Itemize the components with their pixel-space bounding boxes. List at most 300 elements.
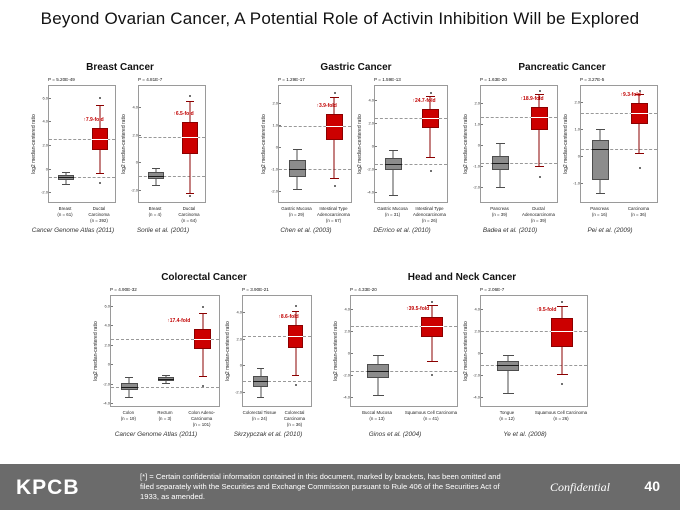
median-line <box>385 164 402 165</box>
x-tick-count: (n = 64) <box>181 218 197 223</box>
whisker-cap <box>503 393 514 394</box>
source-citation: Pei et al. (2009) <box>587 227 633 234</box>
box-plot-box <box>367 296 389 408</box>
whisker-cap <box>373 395 384 396</box>
y-tick-label: -4.0 <box>367 189 374 195</box>
whisker-cap <box>427 361 438 362</box>
y-tick-label: -2.0 <box>473 184 480 190</box>
y-tick-mark <box>243 312 245 313</box>
plot-area <box>367 85 448 203</box>
whisker-cap <box>330 178 338 179</box>
median-line <box>288 336 304 337</box>
x-axis-labels <box>374 206 448 224</box>
outlier-point <box>561 301 563 303</box>
y-tick-label: 4.0 <box>104 322 110 328</box>
y-tick-label: 1.0 <box>272 122 278 128</box>
whisker-cap <box>557 374 568 375</box>
box-iqr <box>531 107 549 130</box>
median-line <box>631 113 649 114</box>
median-line <box>326 126 343 127</box>
x-tick-label: Gastric Mucosa <box>281 206 312 211</box>
outlier-point <box>430 92 432 94</box>
p-value-label: P = 2.06E-7 <box>480 287 505 292</box>
y-tick-mark <box>481 187 483 188</box>
box-plot <box>90 287 222 443</box>
slide-footer <box>0 464 680 510</box>
box-plot <box>460 287 590 443</box>
y-tick-label: -1.0 <box>573 180 580 186</box>
whisker-line <box>539 94 540 166</box>
whisker-cap <box>389 195 397 196</box>
y-tick-mark <box>581 102 583 103</box>
whisker-cap <box>257 397 265 398</box>
y-tick-mark <box>581 156 583 157</box>
x-tick-count: (n = 31) <box>384 212 401 217</box>
x-axis-labels <box>48 206 116 224</box>
outlier-point <box>189 95 191 97</box>
x-tick-count: (n = 24) <box>251 416 268 421</box>
y-tick-label: 0 <box>347 350 350 356</box>
y-tick-label: 0 <box>275 144 278 150</box>
whisker-cap <box>596 193 605 194</box>
median-line <box>148 176 163 177</box>
whisker-cap <box>62 184 70 185</box>
chart-group <box>330 272 594 443</box>
box-plot-box <box>253 296 269 408</box>
y-axis-label: log2 median-centered ratio <box>357 114 363 174</box>
y-tick-label: 2.0 <box>104 342 110 348</box>
x-tick-label: Colorectal Carcinoma <box>283 410 306 421</box>
y-tick-mark <box>139 162 141 163</box>
y-tick-label: 2.0 <box>474 328 480 334</box>
outlier-point <box>334 92 336 94</box>
y-axis-label: log2 median-centered ratio <box>31 114 37 174</box>
fold-change-label: ↑39.5-fold <box>406 305 430 312</box>
source-citation: Chen et al. (2003) <box>280 227 332 234</box>
outlier-point <box>561 383 563 385</box>
y-tick-mark <box>481 124 483 125</box>
fold-change-label: ↑7.9-fold <box>83 117 104 124</box>
outlier-point <box>202 306 204 308</box>
x-tick-count: (n = 61) <box>57 212 73 217</box>
y-axis-label: log2 median-centered ratio <box>121 114 127 174</box>
plot-area <box>473 85 558 203</box>
y-tick-label: 0 <box>477 350 480 356</box>
y-tick-mark <box>481 353 483 354</box>
whisker-cap <box>152 168 160 169</box>
p-value-label: P = 4.90E-32 <box>110 287 137 292</box>
box-plot <box>222 287 314 443</box>
x-tick-label: Rectum <box>157 410 173 415</box>
fold-change-label: ↑9.5-fold <box>536 306 557 313</box>
whisker-cap <box>125 397 133 398</box>
x-tick-count: (n = 16) <box>591 212 608 217</box>
whisker-cap <box>535 166 544 167</box>
outlier-point <box>99 97 101 99</box>
y-tick-mark <box>581 183 583 184</box>
chart-group <box>258 62 454 239</box>
whisker-cap <box>292 375 300 376</box>
page-number: 40 <box>644 478 660 494</box>
median-line <box>194 339 211 340</box>
plot-area <box>473 295 588 407</box>
box-plot-box <box>385 86 402 204</box>
y-tick-mark <box>111 306 113 307</box>
y-tick-mark <box>351 375 353 376</box>
source-citation: Cancer Genome Atlas (2011) <box>31 227 115 234</box>
median-line <box>158 379 175 380</box>
whisker-cap <box>152 185 160 186</box>
whisker-cap <box>162 383 170 384</box>
y-tick-mark <box>111 403 113 404</box>
x-tick-label: Gastric Mucosa <box>377 206 408 211</box>
y-axis-label: log2 median-centered ratio <box>463 114 469 174</box>
source-citation: Cancer Genome Atlas (2011) <box>114 431 198 438</box>
box-plot-box <box>289 86 306 204</box>
x-tick-label: Ductal Carcinoma <box>178 206 200 217</box>
fold-change-label: ↑3.9-fold <box>316 103 337 110</box>
whisker-cap <box>186 101 194 102</box>
plot-area <box>131 85 206 203</box>
x-tick-count: (n = 101) <box>192 422 211 427</box>
whisker-cap <box>503 355 514 356</box>
whisker-cap <box>557 306 568 307</box>
confidential-label: Confidential <box>550 480 610 494</box>
fold-change-label: ↑17.4-fold <box>167 318 191 325</box>
outlier-point <box>639 167 641 169</box>
outlier-point <box>539 176 541 178</box>
x-tick-count: (n = 29) <box>288 212 305 217</box>
box-plot-box <box>194 296 211 408</box>
outlier-point <box>334 185 336 187</box>
box-plot <box>118 77 208 239</box>
x-axis-labels <box>580 206 658 218</box>
y-tick-mark <box>375 169 377 170</box>
x-tick-label: Pancreas <box>590 206 609 211</box>
p-value-label: P = 1.59E-13 <box>374 77 401 82</box>
y-tick-mark <box>279 147 281 148</box>
source-citation: DErrico et al. (2010) <box>373 227 431 234</box>
x-tick-count: (n = 41) <box>423 416 439 421</box>
chart-group <box>90 272 318 443</box>
x-axis-labels <box>480 410 588 422</box>
x-tick-label: Ductal Carcinoma <box>88 206 110 217</box>
y-tick-mark <box>351 309 353 310</box>
median-line <box>422 118 439 119</box>
median-line <box>531 117 549 118</box>
whisker-cap <box>125 377 133 378</box>
box-plot <box>330 287 460 443</box>
group-title: Breast Cancer <box>86 62 154 73</box>
outlier-point <box>99 182 101 184</box>
chart-group <box>460 62 664 239</box>
box-plot-box <box>421 296 443 408</box>
y-tick-label: 2.0 <box>42 142 48 148</box>
box-plot-box <box>182 86 197 204</box>
x-axis-labels <box>350 410 458 422</box>
fold-change-label: ↑9.3-fold <box>620 92 641 99</box>
whisker-cap <box>293 149 301 150</box>
y-tick-label: -2.0 <box>131 187 138 193</box>
plot-area <box>103 295 220 407</box>
median-line <box>592 149 610 150</box>
whisker-cap <box>426 157 434 158</box>
box-iqr <box>551 318 573 347</box>
x-axis-labels <box>480 206 558 224</box>
y-tick-mark <box>481 166 483 167</box>
box-plot <box>28 77 118 239</box>
box-plot <box>354 77 450 239</box>
x-axis-labels <box>242 410 312 428</box>
outlier-point <box>431 301 433 303</box>
y-tick-label: -2.0 <box>367 166 374 172</box>
y-axis-label: log2 median-centered ratio <box>463 321 469 381</box>
x-tick-label: Pancreas <box>490 206 509 211</box>
p-value-label: P = 4.81E-7 <box>138 77 163 82</box>
box-plot <box>460 77 560 239</box>
y-tick-label: -4.0 <box>473 394 480 400</box>
whisker-cap <box>496 187 505 188</box>
box-plot-box <box>121 296 138 408</box>
x-axis-labels <box>138 206 206 224</box>
y-tick-mark <box>243 365 245 366</box>
median-line <box>289 169 306 170</box>
x-axis-labels <box>278 206 352 224</box>
y-tick-label: -2.0 <box>343 372 350 378</box>
group-title: Head and Neck Cancer <box>407 272 517 283</box>
x-tick-label: Buccal Mucosa <box>362 410 392 415</box>
source-citation: Ginos et al. (2004) <box>368 431 422 438</box>
y-tick-mark <box>481 375 483 376</box>
p-value-label: P = 3.27E-5 <box>580 77 605 82</box>
outlier-point <box>295 384 297 386</box>
box-plot-box <box>531 86 549 204</box>
y-tick-label: 0 <box>135 159 138 165</box>
box-plot-box <box>592 86 610 204</box>
outlier-point <box>539 90 541 92</box>
box-plot-box <box>148 86 163 204</box>
plot-area <box>343 295 458 407</box>
box-iqr <box>421 317 443 337</box>
whisker-cap <box>199 376 207 377</box>
y-axis-label: log2 median-centered ratio <box>261 114 267 174</box>
y-tick-label: 4.0 <box>132 104 138 110</box>
outlier-point <box>189 195 191 197</box>
y-tick-mark <box>243 392 245 393</box>
y-axis-label: log2 median-centered ratio <box>563 114 569 174</box>
y-tick-label: -2.0 <box>473 372 480 378</box>
x-tick-count: (n = 13) <box>369 416 385 421</box>
y-tick-label: -2.0 <box>41 189 48 195</box>
source-citation: Sorlie et al. (2001) <box>136 227 190 234</box>
y-tick-label: 2.0 <box>344 328 350 334</box>
y-tick-mark <box>139 107 141 108</box>
y-tick-mark <box>111 364 113 365</box>
x-tick-label: Colon Adeno-Carcinoma <box>188 410 215 421</box>
page-title: Beyond Ovarian Cancer, A Potential Role of Activin Inhibition Will be Explored <box>40 9 640 28</box>
box-plot <box>258 77 354 239</box>
median-line <box>421 326 443 327</box>
y-tick-label: 6.0 <box>42 95 48 101</box>
whisker-cap <box>96 105 104 106</box>
source-citation: Badea et al. (2010) <box>482 227 538 234</box>
whisker-line <box>393 150 394 195</box>
x-axis-labels <box>110 410 220 428</box>
y-tick-label: 2.0 <box>272 100 278 106</box>
y-tick-mark <box>481 309 483 310</box>
y-tick-label: 2.0 <box>574 99 580 105</box>
x-tick-label: Intestinal Type Adenocarcinoma <box>413 206 446 217</box>
whisker-cap <box>62 172 70 173</box>
fold-change-label: ↑6.5-fold <box>173 111 194 118</box>
y-tick-mark <box>139 190 141 191</box>
whisker-cap <box>199 313 207 314</box>
group-title: Pancreatic Cancer <box>518 62 606 73</box>
p-value-label: P = 5.20E-49 <box>48 77 75 82</box>
group-title: Colorectal Cancer <box>161 272 247 283</box>
median-line <box>182 137 197 138</box>
y-tick-mark <box>139 135 141 136</box>
x-tick-count: (n = 26) <box>553 416 569 421</box>
y-tick-label: -2.0 <box>271 188 278 194</box>
fold-change-label: ↑24.7-fold <box>412 98 436 105</box>
outlier-point <box>431 374 433 376</box>
y-axis-label: log2 median-centered ratio <box>333 321 339 381</box>
whisker-cap <box>293 189 301 190</box>
x-tick-label: Colon <box>122 410 135 415</box>
x-tick-count: (n = 3) <box>158 416 172 421</box>
median-line <box>497 365 519 366</box>
source-citation: Ye et al. (2008) <box>503 431 547 438</box>
disclaimer-text: [*] = Certain confidential information contained in this document, marked by brackets, has been omitted and filed separately with the Securities and Exchange Commission pursuant to Rule 406 of the Securities Act of 1933, as amended. <box>140 472 501 501</box>
y-tick-label: -4.0 <box>343 394 350 400</box>
box-iqr <box>592 140 610 180</box>
y-tick-label: 4.0 <box>344 306 350 312</box>
y-tick-mark <box>111 384 113 385</box>
whisker-cap <box>596 129 605 130</box>
y-tick-label: -4.0 <box>103 400 110 406</box>
y-tick-mark <box>481 103 483 104</box>
whisker-cap <box>635 153 644 154</box>
box-plot-box <box>288 296 304 408</box>
chart-group <box>28 62 212 239</box>
y-tick-mark <box>351 331 353 332</box>
y-tick-mark <box>481 145 483 146</box>
outlier-point <box>430 170 432 172</box>
x-tick-label: Breast <box>148 206 162 211</box>
x-tick-label: Squamous Cell Carcinoma <box>534 410 588 415</box>
y-tick-mark <box>581 129 583 130</box>
y-tick-label: 2.0 <box>236 336 242 342</box>
box-plot-box <box>631 86 649 204</box>
p-value-label: P = 1.63E-20 <box>480 77 507 82</box>
y-tick-mark <box>111 345 113 346</box>
y-tick-mark <box>49 98 51 99</box>
p-value-label: P = 4.33E-20 <box>350 287 377 292</box>
y-tick-mark <box>111 325 113 326</box>
whisker-cap <box>257 368 265 369</box>
x-tick-label: Intestinal Type Adenocarcinoma <box>317 206 350 217</box>
y-tick-mark <box>351 397 353 398</box>
median-line <box>92 139 107 140</box>
median-line <box>58 177 73 178</box>
whisker-cap <box>186 193 194 194</box>
kpcb-logo: KPCB <box>16 476 80 499</box>
y-tick-mark <box>243 339 245 340</box>
whisker-cap <box>292 311 300 312</box>
y-tick-label: 4.0 <box>42 118 48 124</box>
whisker-cap <box>496 143 505 144</box>
y-tick-label: 6.0 <box>104 303 110 309</box>
y-tick-label: -1.0 <box>473 163 480 169</box>
group-title: Gastric Cancer <box>320 62 392 73</box>
y-tick-label: 4.0 <box>474 306 480 312</box>
x-tick-label: Ductal Adenocarcinoma <box>522 206 555 217</box>
y-tick-label: 4.0 <box>236 309 242 315</box>
p-value-label: P = 3.90E-21 <box>242 287 269 292</box>
y-tick-label: 1.0 <box>574 126 580 132</box>
whisker-cap <box>96 173 104 174</box>
y-tick-label: 0 <box>477 142 480 148</box>
x-tick-label: Squamous Cell Carcinoma <box>404 410 458 415</box>
whisker-cap <box>330 97 338 98</box>
box-plot-box <box>158 296 175 408</box>
y-tick-mark <box>375 146 377 147</box>
source-citation: Skrzypczak et al. (2010) <box>233 431 303 438</box>
y-axis-label: log2 median-centered ratio <box>225 321 231 381</box>
y-tick-mark <box>351 353 353 354</box>
x-tick-label: Breast <box>58 206 72 211</box>
x-tick-count: (n = 26) <box>421 218 438 223</box>
x-tick-label: Tongue <box>499 410 515 415</box>
y-tick-label: -1.0 <box>271 166 278 172</box>
box-plot-box <box>492 86 510 204</box>
y-tick-mark <box>375 100 377 101</box>
x-tick-count: (n = 19) <box>120 416 136 421</box>
y-tick-mark <box>49 145 51 146</box>
whisker-cap <box>373 355 384 356</box>
y-tick-mark <box>49 121 51 122</box>
box-plot <box>560 77 660 239</box>
y-tick-label: 2.0 <box>132 132 138 138</box>
y-axis-label: log2 median-centered ratio <box>93 321 99 381</box>
median-line <box>367 371 389 372</box>
x-tick-count: (n = 39) <box>491 212 508 217</box>
y-tick-label: -2.0 <box>103 381 110 387</box>
y-tick-label: 0 <box>45 166 48 172</box>
x-tick-label: Carcinoma <box>627 206 650 211</box>
y-tick-mark <box>375 123 377 124</box>
y-tick-label: -2.0 <box>235 389 242 395</box>
outlier-point <box>202 385 204 387</box>
median-line <box>253 381 269 382</box>
box-plot-box <box>497 296 519 408</box>
y-tick-mark <box>279 103 281 104</box>
whisker-cap <box>162 375 170 376</box>
y-tick-mark <box>49 192 51 193</box>
outlier-point <box>295 305 297 307</box>
y-tick-label: 1.0 <box>474 121 480 127</box>
plot-area <box>573 85 658 203</box>
fold-change-label: ↑8.6-fold <box>278 314 299 321</box>
plot-area <box>41 85 116 203</box>
x-tick-count: (n = 39) <box>530 218 547 223</box>
x-tick-count: (n = 36) <box>286 422 303 427</box>
box-plot-box <box>92 86 107 204</box>
median-line <box>492 163 510 164</box>
x-tick-count: (n = 392) <box>90 218 108 223</box>
y-tick-label: 0 <box>371 143 374 149</box>
